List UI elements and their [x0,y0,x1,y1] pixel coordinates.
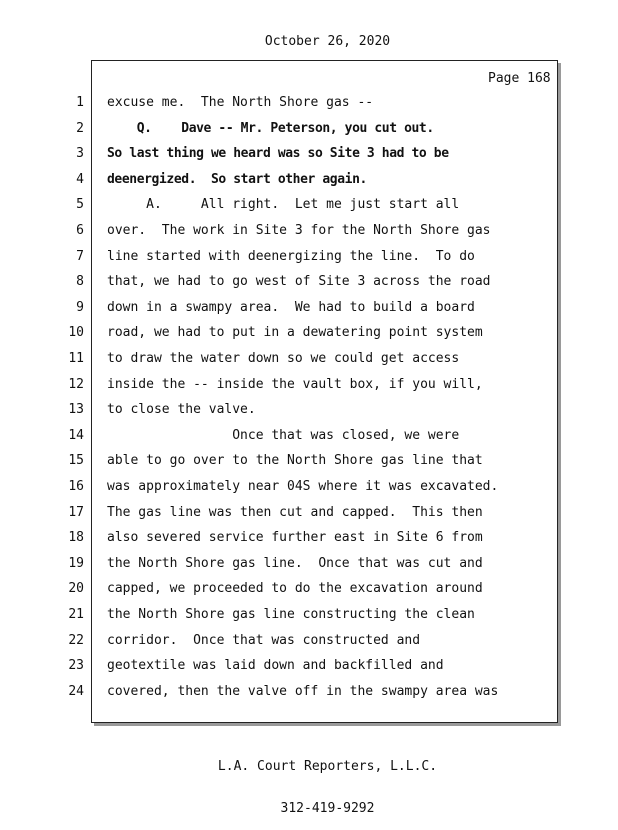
line-number: 9 [76,300,84,315]
transcript-line: Q. Dave -- Mr. Peterson, you cut out. [107,121,434,136]
line-number: 21 [68,607,84,622]
transcript-line: line started with deenergizing the line. To do [107,249,475,264]
line-number: 6 [76,223,84,238]
line-number: 13 [68,402,84,417]
transcript-line: deenergized. So start other again. [107,172,367,187]
transcript-line: over. The work in Site 3 for the North Shore gas [107,223,491,238]
line-number: 18 [68,530,84,545]
transcript-line: the North Shore gas line. Once that was cut and [107,556,483,571]
line-number: 24 [68,684,84,699]
line-number: 23 [68,658,84,673]
transcript-line: A. All right. Let me just start all [107,197,460,212]
transcript-line: So last thing we heard was so Site 3 had to be [107,146,449,161]
line-number: 7 [76,249,84,264]
footer [0,732,618,830]
transcript-line: to close the valve. [107,402,256,417]
transcript-line: road, we had to put in a dewatering point system [107,325,483,340]
line-number: 8 [76,274,84,289]
line-number: 20 [68,581,84,596]
transcript-line: that, we had to go west of Site 3 across the road [107,274,491,289]
line-number: 5 [76,197,84,212]
page-number: Page 168 [488,71,551,86]
transcript-line: corridor. Once that was constructed and [107,633,421,648]
transcript-line: excuse me. The North Shore gas -- [107,95,374,110]
transcript-line: The gas line was then cut and capped. This then [107,505,483,520]
line-number: 1 [76,95,84,110]
line-number: 4 [76,172,84,187]
line-number: 2 [76,121,84,136]
line-number: 10 [68,325,84,340]
transcript-line: down in a swampy area. We had to build a board [107,300,475,315]
line-number: 17 [68,505,84,520]
transcript-line: inside the -- inside the vault box, if you will, [107,377,483,392]
transcript-line: geotextile was laid down and backfilled and [107,658,444,673]
transcript-line: Once that was closed, we were [107,428,460,443]
transcript-line: able to go over to the North Shore gas line that [107,453,483,468]
line-number: 22 [68,633,84,648]
transcript-line: also severed service further east in Site 6 from [107,530,483,545]
line-number: 19 [68,556,84,571]
transcript-line: to draw the water down so we could get access [107,351,460,366]
footer-company: L.A. Court Reporters, L.L.C. [217,759,438,774]
header-date: October 26, 2020 [264,34,391,49]
line-number: 14 [68,428,84,443]
transcript-line: covered, then the valve off in the swampy area was [107,684,499,699]
transcript-line: the North Shore gas line constructing the clean [107,607,475,622]
line-number: 16 [68,479,84,494]
transcript-line: capped, we proceeded to do the excavation around [107,581,483,596]
line-number: 15 [68,453,84,468]
transcript-line: was approximately near 04S where it was excavated. [107,479,499,494]
footer-phone: 312-419-9292 [280,801,375,816]
line-number: 3 [76,146,84,161]
line-number: 12 [68,377,84,392]
line-number: 11 [68,351,84,366]
